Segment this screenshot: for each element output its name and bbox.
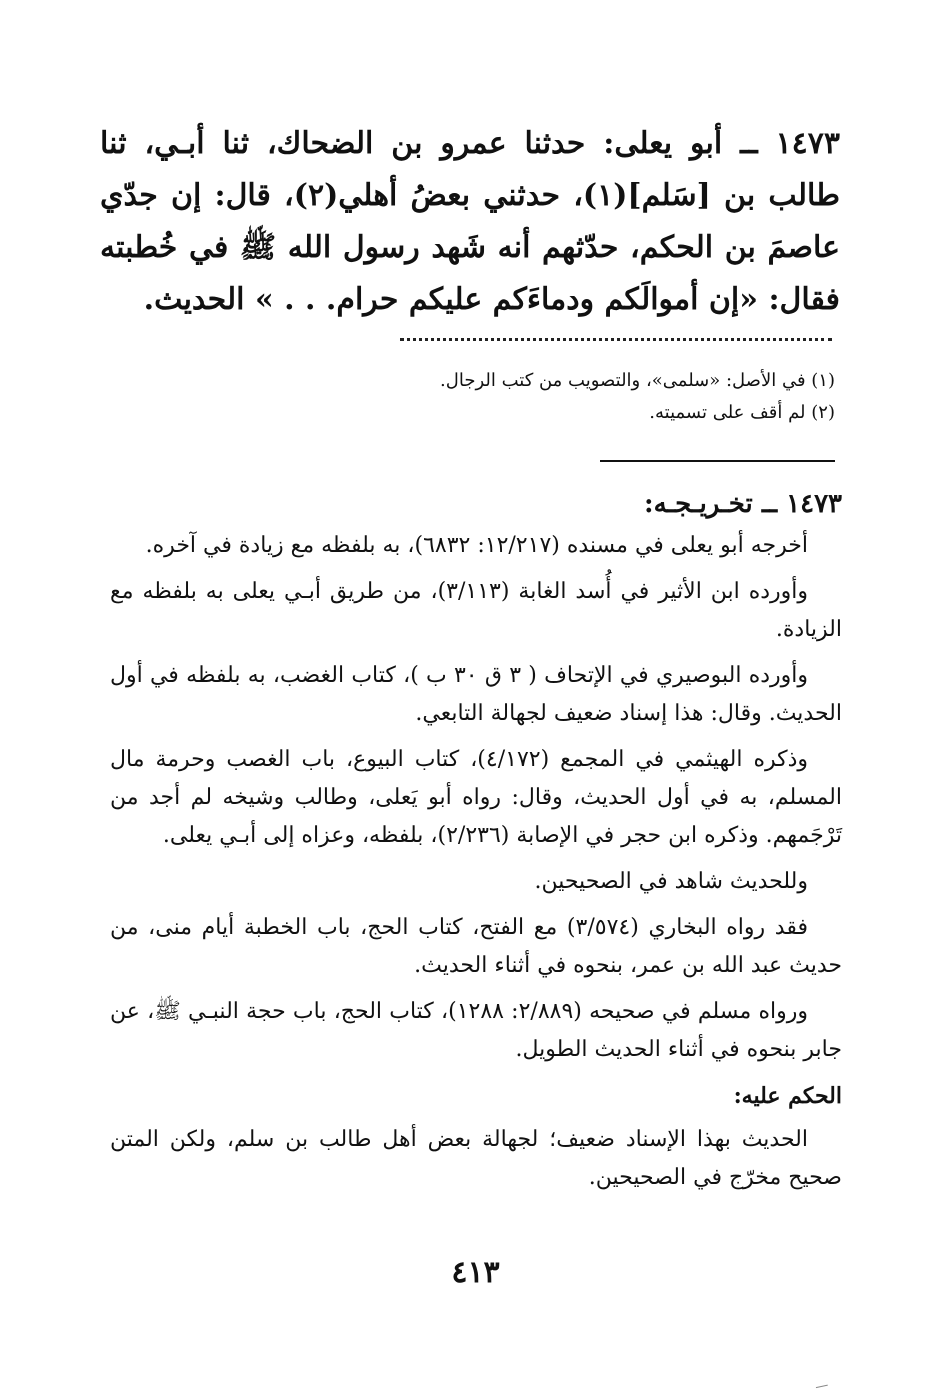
ruling-heading: الحكم عليه: xyxy=(733,1083,842,1109)
footnote-1: (١) في الأصل: «سلمى»، والتصويب من كتب الرجال. xyxy=(440,370,835,391)
footnote-separator xyxy=(400,338,832,341)
footnotes xyxy=(330,365,835,429)
scan-mark xyxy=(814,1377,828,1388)
takhrij-paragraph: وللحديث شاهد في الصحيحين. xyxy=(534,869,808,894)
takhrij-paragraph: وأورده ابن الأثير في أُسد الغابة (٣/١١٣)، من طريق أبـي يعلى به بلفظه مع الزيادة. xyxy=(110,579,842,642)
section-divider xyxy=(600,460,835,462)
takhrij-paragraph: وذكره الهيثمي في المجمع (٤/١٧٢)، كتاب البيوع، باب الغصب وحرمة مال المسلم، به في أول الحديث، وقال: رواه أبو يَعلى، وطالب وشيخه لم أجد من تَرْجَمهم. وذكره ابن حجر في الإصابة (٢/٢٣٦)، بلفظه، وعزاه إلى أبـي يعلى. xyxy=(110,747,842,848)
hadith-text-block xyxy=(100,118,840,326)
ruling-text: الحديث بهذا الإسناد ضعيف؛ لجهالة بعض أهل طالب بن سلم، ولكن المتن صحيح مخرّج في الصحيحين. xyxy=(110,1127,842,1190)
footnote-2: (٢) لم أقف على تسميته. xyxy=(649,402,835,423)
takhrij-paragraph: ورواه مسلم في صحيحه (٢/٨٨٩: ١٢٨٨)، كتاب الحج، باب حجة النبـي ﷺ، عن جابر بنحوه في أثناء الحديث الطويل. xyxy=(110,999,842,1062)
takhrij-paragraph: أخرجه أبو يعلى في مسنده (١٢/٢١٧: ٦٨٣٢)، به بلفظه مع زيادة في آخره. xyxy=(145,533,808,558)
page-number: ٤١٣ xyxy=(451,1255,500,1290)
takhrij-paragraph: فقد رواه البخاري (٣/٥٧٤) مع الفتح، كتاب الحج، باب الخطبة أيام منى، من حديث عبد الله بن عمر، بنحوه في أثناء الحديث. xyxy=(110,915,842,978)
takhrij-paragraph: وأورده البوصيري في الإتحاف ( ٣ ق ٣٠ ب )، كتاب الغضب، به بلفظه في أول الحديث. وقال: هذا إسناد ضعيف لجهالة التابعي. xyxy=(110,663,842,726)
takhrij-heading: ١٤٧٣ ــ تخـريـجـه: xyxy=(644,489,842,519)
hadith-text: ١٤٧٣ ــ أبو يعلى: حدثنا عمرو بن الضحاك، ثنا أبـي، ثنا طالب بن [سَلم](١)، حدثني بعضُ أهلي(٢)، قال: إن جدّي عاصمَ بن الحكم، حدّثهم أنه شَهد رسول الله ﷺ في خُطبته فقال: «إن أموالَكم ودماءَكم عليكم حرام. . . » الحديث. xyxy=(100,126,840,317)
takhrij-section xyxy=(110,485,842,1205)
